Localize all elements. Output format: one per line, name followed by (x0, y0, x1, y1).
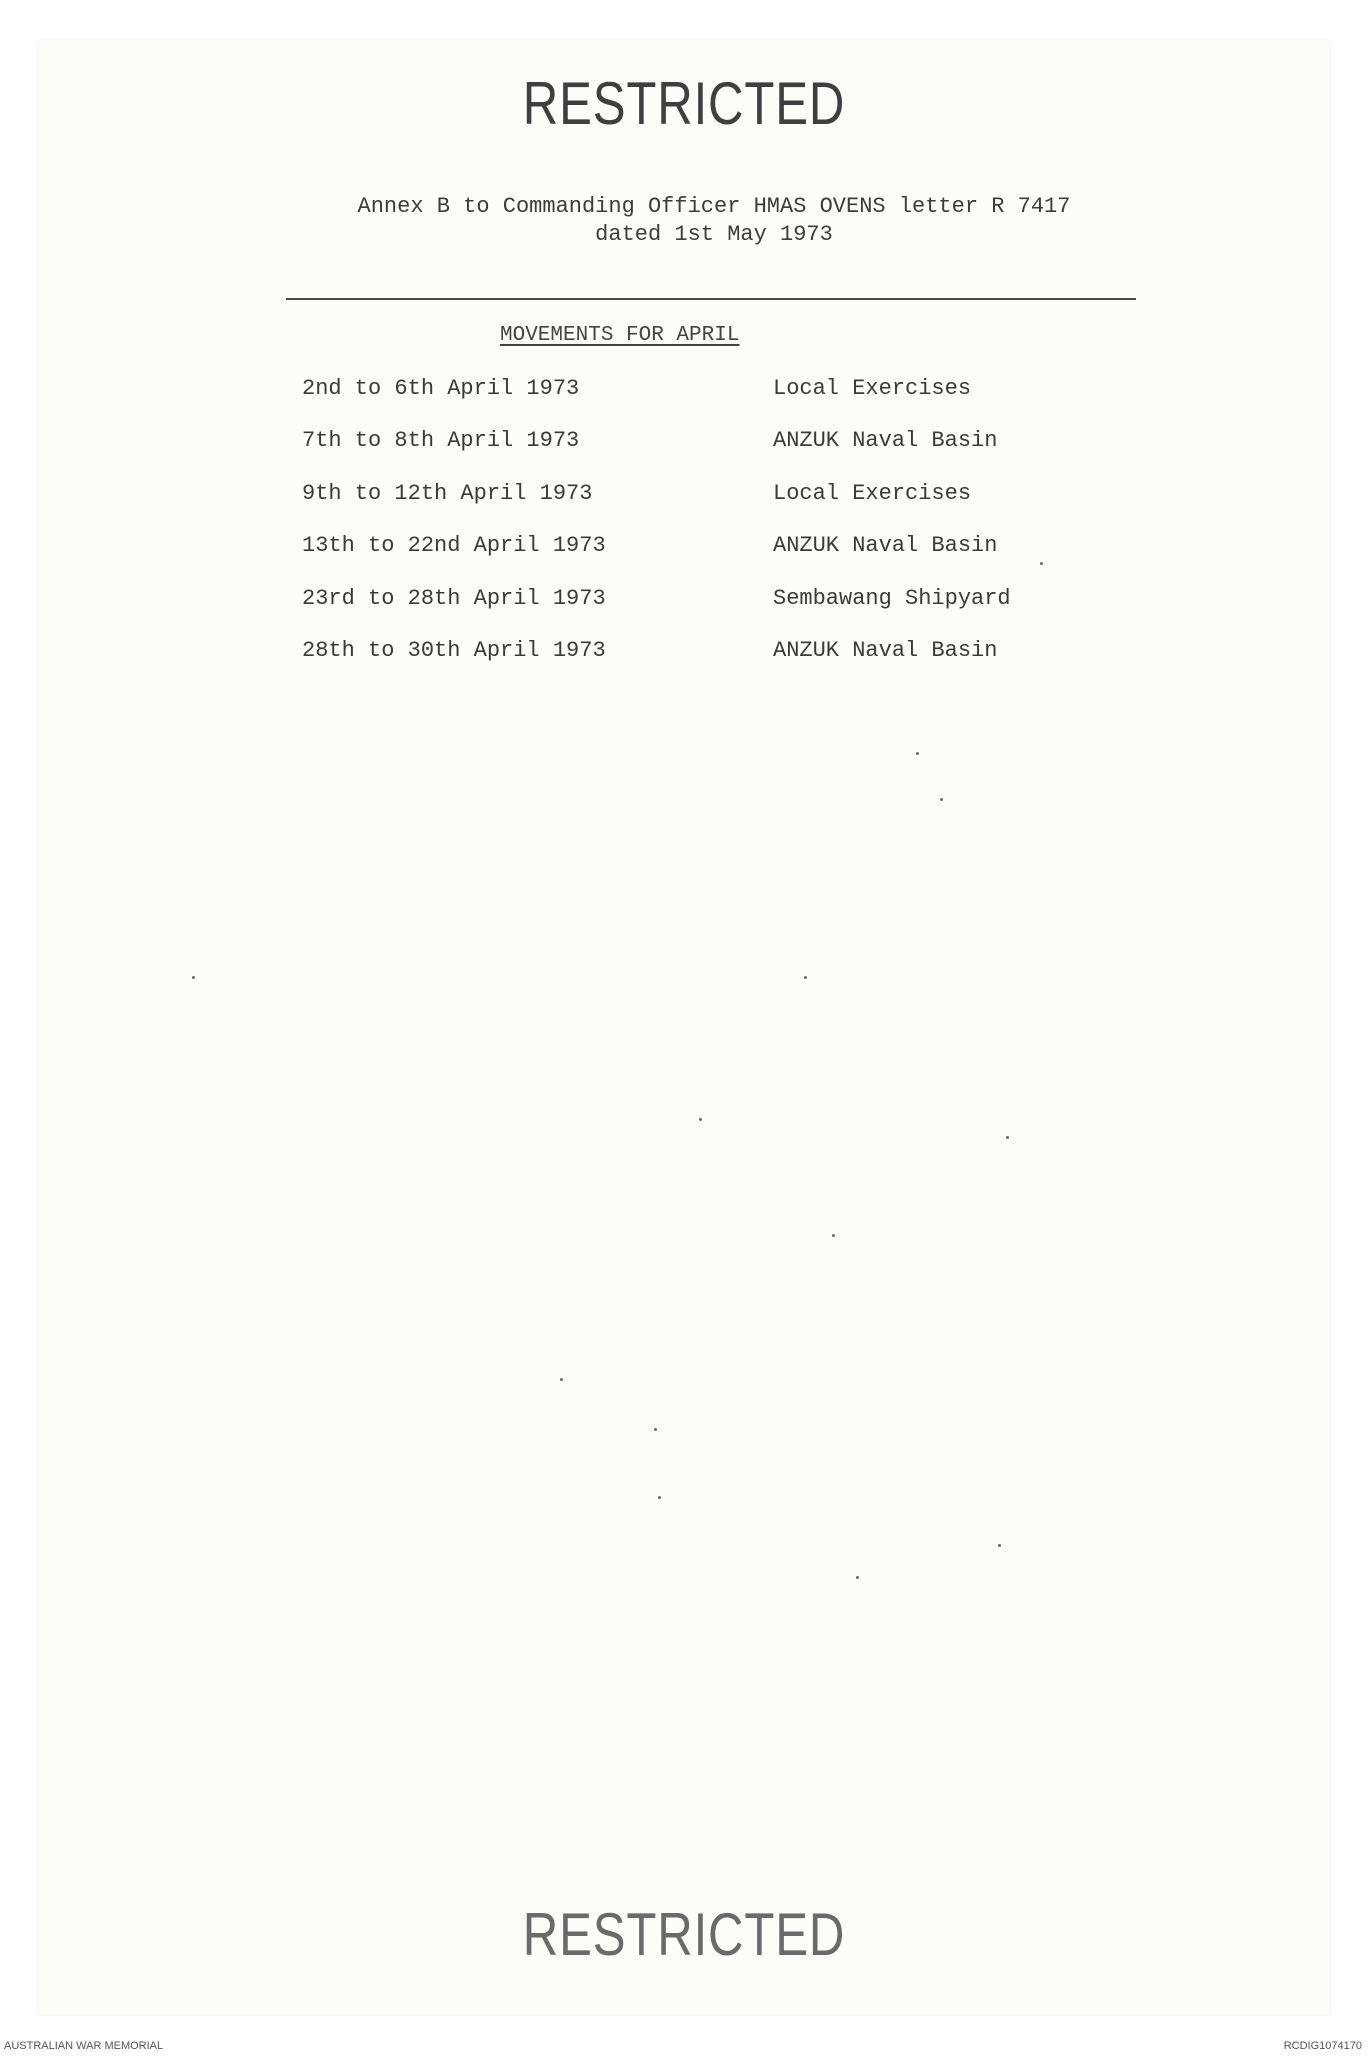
paper-speck (654, 1428, 657, 1431)
movement-location: ANZUK Naval Basin (773, 533, 998, 558)
paper-speck (1006, 1136, 1009, 1139)
movement-location: Local Exercises (773, 481, 972, 506)
movement-dates: 13th to 22nd April 1973 (302, 533, 606, 558)
movement-location: ANZUK Naval Basin (773, 638, 998, 663)
movement-row (38, 533, 1330, 573)
paper-speck (1040, 562, 1043, 565)
movement-row (38, 481, 1330, 521)
paper-speck (832, 1234, 835, 1237)
restricted-stamp-bottom: RESTRICTED (522, 1901, 846, 1968)
paper-speck (699, 1118, 702, 1121)
paper-speck (804, 976, 807, 979)
movement-row (38, 376, 1330, 416)
movement-row (38, 638, 1330, 678)
movement-dates: 9th to 12th April 1973 (302, 481, 593, 506)
footer-record-id: RCDIG1074170 (1283, 2040, 1362, 2052)
restricted-stamp-top: RESTRICTED (522, 70, 846, 137)
footer-archive-name: AUSTRALIAN WAR MEMORIAL (4, 2040, 164, 2052)
horizontal-rule (286, 298, 1136, 300)
movements-heading: MOVEMENTS FOR APRIL (500, 324, 740, 347)
paper-speck (658, 1496, 661, 1499)
annex-reference-line: Annex B to Commanding Officer HMAS OVENS letter R 7417 (357, 194, 1071, 219)
document-page (38, 40, 1330, 2015)
movement-location: Sembawang Shipyard (773, 586, 1011, 611)
paper-speck (560, 1378, 563, 1381)
paper-speck (940, 798, 943, 801)
paper-speck (916, 752, 919, 755)
movement-row (38, 428, 1330, 468)
paper-speck (998, 1544, 1001, 1547)
movement-dates: 7th to 8th April 1973 (302, 428, 580, 453)
paper-speck (856, 1576, 859, 1579)
movement-location: Local Exercises (773, 376, 972, 401)
movement-location: ANZUK Naval Basin (773, 428, 998, 453)
movement-row (38, 586, 1330, 626)
annex-date-line: dated 1st May 1973 (595, 222, 833, 247)
movement-dates: 2nd to 6th April 1973 (302, 376, 580, 401)
movement-dates: 28th to 30th April 1973 (302, 638, 606, 663)
movement-dates: 23rd to 28th April 1973 (302, 586, 606, 611)
paper-speck (192, 976, 195, 979)
